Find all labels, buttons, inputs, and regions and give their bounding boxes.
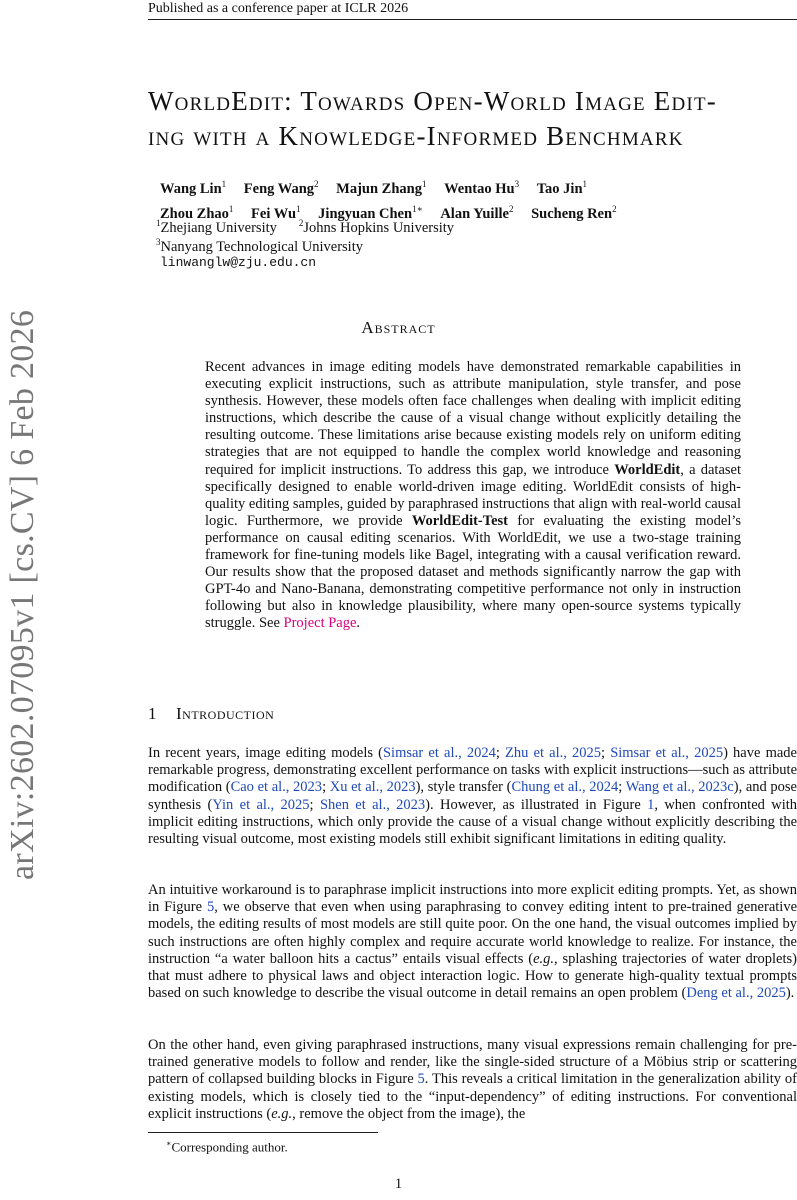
intro-paragraph-3 (148, 1037, 797, 1123)
affiliation-line-2 (156, 233, 363, 257)
citation-link[interactable]: Wang et al., 2023c (625, 779, 734, 796)
body-text: An intuitive workaround is to paraphrase implicit instructions into more explicit editing prompts. Yet, as shown in Figure (148, 882, 797, 916)
author-name: Fei Wu (251, 205, 297, 222)
affiliation-name: Nanyang Technological University (160, 238, 363, 255)
body-text: ). (785, 985, 795, 1002)
page-number: 1 (394, 1176, 403, 1192)
dataset-name: WorldEdit (614, 461, 681, 478)
body-text: ), style transfer ( (415, 779, 512, 796)
section-heading (148, 704, 274, 724)
author-name: Tao Jin (536, 180, 583, 197)
body-text: ), and pose synthesis ( (148, 779, 797, 813)
citation-link[interactable]: Yin et al., 2025 (212, 796, 310, 813)
author-row-1 (160, 174, 617, 199)
running-header: Published as a conference paper at ICLR 2026 (148, 1, 409, 16)
author-affiliation-mark: 1 (228, 203, 234, 214)
abstract-text: for evaluating the existing model’s performance on causal editing scenarios. With WorldEdit, we use a two-stage training framework for fine-tuning models like Bagel, integrating with a causal verification reward. Our results show that the proposed dataset and methods significantly narrow the gap with GPT-4o and Nano-Banana, demonstrating competitive performance not only in instruction following but also in knowledge plausibility, where many open-source systems typically struggle. See (205, 512, 742, 632)
abstract-heading: Abstract (361, 318, 436, 337)
title-line-2: ing with a Knowledge-Informed Benchmark (148, 121, 684, 151)
body-text: ; (601, 745, 611, 761)
body-text: ; (618, 779, 626, 796)
body-text: ; (322, 779, 330, 796)
body-text: ) have made remarkable progress, demonstrating excellent performance on tasks with explicit instructions—such as attribute modification ( (148, 745, 797, 796)
author-name: Alan Yuille (440, 205, 509, 222)
author-affiliation-mark: 1 (296, 203, 301, 214)
footnote-rule (148, 1132, 378, 1133)
affiliation-name: Zhejiang University (160, 219, 277, 236)
intro-paragraph-2 (148, 882, 797, 1002)
author-name: Wang Lin (160, 180, 222, 197)
paper-title (148, 84, 797, 154)
author-name: Jingyuan Chen (318, 205, 413, 222)
body-text: , remove the object from the image), the (292, 1105, 526, 1122)
section-number: 1 (148, 704, 157, 723)
affiliation-number: 3 (156, 237, 161, 247)
author-affiliation-mark: 2 (508, 203, 514, 214)
author-affiliation-mark: 1 (582, 179, 588, 189)
project-page-link[interactable]: Project Page (283, 615, 357, 632)
intro-paragraph-1 (148, 745, 797, 848)
author-affiliation-mark: 2 (314, 179, 319, 189)
author-name: Sucheng Ren (531, 205, 613, 222)
affiliation-number: 2 (298, 218, 304, 228)
citation-link[interactable]: Xu et al., 2023 (329, 779, 416, 796)
body-text: , we observe that even when using paraphrasing to convey editing intent to pre-trained generative models, the editing results of most models are still quite poor. On the one hand, the visual outcomes implied by such instructions are often highly complex and require accurate world knowledge to realize. For instance, the instruction “a water balloon hits a cactus” entails visual effects ( (148, 899, 797, 967)
body-text: On the other hand, even giving paraphrased instructions, many visual expressions remain challenging for pre-trained generative models to follow and render, like the single-sided structure of a Möbius strip or scattering pattern of collapsed building blocks in Figure (148, 1037, 797, 1088)
citation-link[interactable]: Shen et al., 2023 (319, 796, 426, 813)
figure-reference-link[interactable]: 5 (417, 1071, 425, 1088)
citation-link[interactable]: Cao et al., 2023 (230, 779, 323, 796)
arxiv-identifier: arXiv:2602.07095v1 [cs.CV] 6 Feb 2026 (4, 309, 41, 880)
affiliation-name: Johns Hopkins University (303, 219, 455, 236)
author-name: Zhou Zhao (160, 205, 229, 222)
footnote (166, 1139, 288, 1155)
header-rule (148, 19, 797, 20)
citation-link[interactable]: Simsar et al., 2025 (610, 745, 724, 761)
figure-reference-link[interactable]: 5 (206, 899, 215, 916)
author-affiliation-mark: 1 (221, 179, 227, 189)
abstract-body (205, 359, 741, 633)
title-line-1: WorldEdit: Towards Open-World Image Edit- (148, 86, 717, 116)
citation-link[interactable]: Chung et al., 2024 (511, 779, 619, 796)
author-affiliation-mark: 2 (612, 203, 617, 214)
footnote-mark: ∗ (166, 1139, 172, 1148)
body-text: ; (495, 745, 506, 761)
abstract-text: . (356, 615, 361, 632)
benchmark-name: WorldEdit-Test (411, 512, 509, 529)
author-name: Feng Wang (243, 180, 315, 197)
body-text: , splashing trajectories of water droplets) that must adhere to physical laws and object interaction logic. How to generate high-quality textual prompts based on such knowledge to describe the visual outcome in detail remains an open problem ( (148, 950, 797, 1002)
body-text: In recent years, image editing models ( (148, 745, 383, 761)
body-text: ). However, as illustrated in Figure (425, 796, 648, 813)
body-text: ; (309, 796, 320, 813)
abstract-text: , a dataset specifically designed to enable world-driven image editing. WorldEdit consists of high-quality editing samples, guided by paraphrased instructions that align with real-world causal logic. Furthermore, we provide (205, 461, 741, 529)
figure-reference-link[interactable]: 1 (647, 796, 655, 813)
body-text: . This reveals a critical limitation in the generalization ability of existing models, which is closely tied to the “input-dependency” of editing instructions. For conventional explicit instructions ( (148, 1071, 797, 1122)
eg-abbreviation: e.g. (533, 950, 554, 967)
author-affiliation-mark: 1∗ (412, 203, 423, 214)
affiliation-number: 1 (156, 218, 161, 228)
contact-email[interactable]: linwanglw@zju.edu.cn (160, 255, 317, 270)
citation-link[interactable]: Deng et al., 2025 (686, 985, 786, 1002)
section-title: Introduction (176, 704, 275, 723)
citation-link[interactable]: Simsar et al., 2024 (382, 745, 496, 761)
abstract-text: Recent advances in image editing models have demonstrated remarkable capabilities in executing explicit instructions, such as attribute manipulation, style transfer, and pose synthesis. However, these models often face challenges when dealing with implicit editing instructions, which describe the cause of a visual change without explicitly detailing the resulting outcome. These limitations arise because existing models rely on uniform editing strategies that are not equipped to handle the complex world knowledge and reasoning required for implicit instructions. To address this gap, we introduce (205, 359, 741, 478)
author-affiliation-mark: 1 (421, 179, 427, 189)
citation-link[interactable]: Zhu et al., 2025 (505, 745, 602, 761)
author-affiliation-mark: 3 (514, 179, 520, 189)
body-text: , when confronted with implicit editing instructions, which only provide the cause of a visual change without explicitly describing the resulting visual outcome, most existing models still exhibit significant limitations in editing quality. (148, 796, 797, 848)
author-name: Wentao Hu (444, 180, 515, 197)
author-name: Majun Zhang (336, 180, 422, 197)
footnote-text: Corresponding author. (171, 1139, 288, 1155)
eg-abbreviation: e.g. (271, 1105, 293, 1122)
